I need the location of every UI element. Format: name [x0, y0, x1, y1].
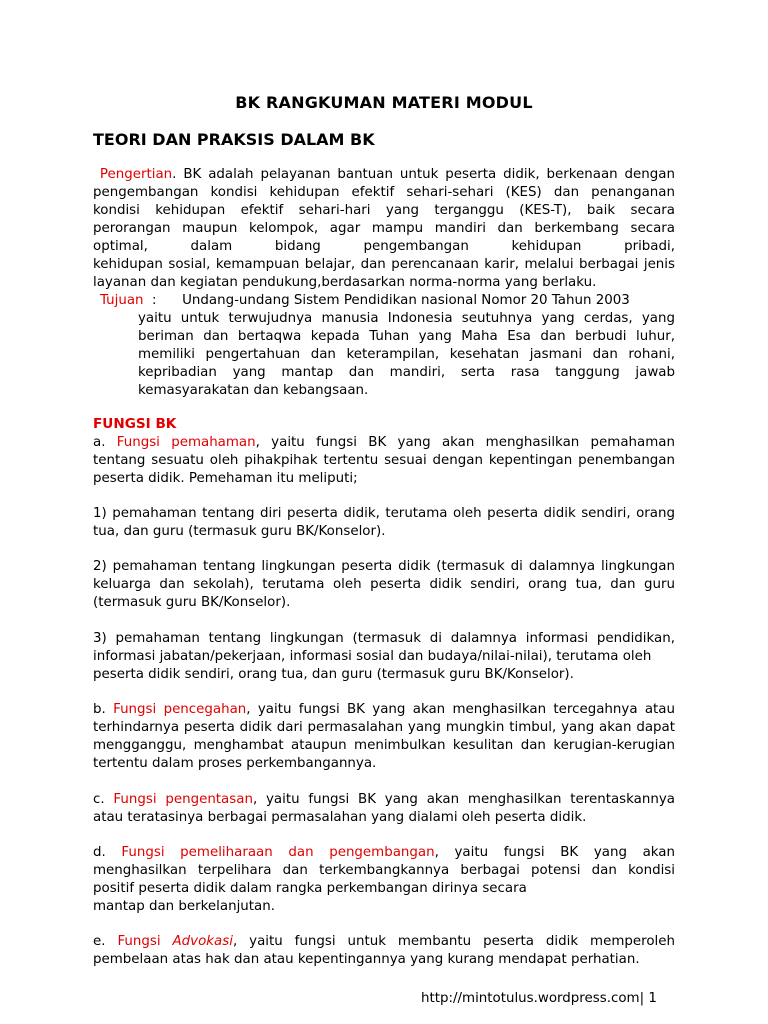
tujuan-first-line [100, 292, 675, 310]
document-title: BK RANGKUMAN MATERI MODUL [235, 93, 533, 112]
pengertian-line: pengembangan kondisi kehidupan efektif sehari-sehari (KES) dan penanganan [93, 185, 675, 200]
pengertian-line: kehidupan sosial, kemampuan belajar, dan perencanaan karir, melalui berbagai jenis [93, 257, 675, 272]
fungsi-b-line: mengganggu, menghambat ataupun menimbulkan kesulitan dan kerugian-kerugian [93, 738, 675, 753]
fungsi-b-label: Fungsi pencegahan [113, 702, 247, 717]
section-title: TEORI DAN PRAKSIS DALAM BK [93, 130, 375, 149]
tujuan-colon: : [152, 293, 157, 308]
footer-url[interactable]: http://mintotulus.wordpress.com [421, 991, 640, 1006]
fungsi-d-line-1 [93, 844, 675, 862]
fungsi-b-line: terhindarnya peserta didik dari permasalahan yang mungkin timbul, yang akan dapat [93, 720, 675, 735]
fungsi-a-text: , yaitu fungsi BK yang akan menghasilkan pemahaman [255, 435, 675, 450]
footer-separator: | [639, 991, 645, 1006]
tujuan-label: Tujuan [100, 293, 144, 308]
fungsi-d-prefix: d. [93, 845, 122, 860]
item-2-line: 2) pemahaman tentang lingkungan peserta didik (termasuk di dalamnya lingkungan [93, 559, 675, 574]
fungsi-e-label: Fungsi [117, 934, 173, 949]
fungsi-d-line: menghasilkan terpelihara dan terkembangkannya berbagai potensi dan kondisi [93, 863, 675, 878]
fungsi-e-prefix: e. [93, 934, 118, 949]
item-3-paragraph [93, 630, 675, 684]
page-footer [421, 991, 657, 1006]
item-1-line: 1) pemahaman tentang diri peserta didik, terutama oleh peserta didik sendiri, orang [93, 506, 675, 521]
fungsi-e-label-italic: Advokasi [172, 934, 233, 949]
tujuan-line: kepribadian yang mantap dan mandiri, serta rasa tanggung jawab [138, 365, 675, 380]
fungsi-b-prefix: b. [93, 702, 114, 717]
tujuan-block [100, 292, 675, 400]
pengertian-paragraph [93, 166, 675, 292]
item-1-paragraph [93, 505, 675, 541]
fungsi-a-line: peserta didik. Pemehaman itu meliputi; [93, 471, 358, 486]
tujuan-line: memiliki pengertahuan dan keterampilan, kesehatan jasmani dan rohani, [138, 347, 675, 362]
item-2-paragraph [93, 558, 675, 612]
pengertian-line: optimal, dalam bidang pengembangan kehidupan pribadi, [93, 239, 675, 254]
tujuan-text: Undang-undang Sistem Pendidikan nasional Nomor 20 Tahun 2003 [182, 293, 630, 308]
item-3-line: informasi jabatan/pekerjaan, informasi sosial dan budaya/nilai-nilai), terutama oleh [93, 649, 652, 664]
tujuan-line: beriman dan bertaqwa kepada Tuhan yang Maha Esa dan berbudi luhur, [138, 329, 675, 344]
fungsi-c-text: , yaitu fungsi BK yang akan menghasilkan terentaskannya [252, 792, 675, 807]
fungsi-a-paragraph [93, 434, 675, 488]
fungsi-c-prefix: c. [93, 792, 114, 807]
fungsi-d-line: positif peserta didik dalam rangka perkembangan dirinya secara [93, 881, 527, 896]
fungsi-d-paragraph [93, 844, 675, 916]
pengertian-line-1 [93, 166, 675, 184]
fungsi-c-label: Fungsi pengentasan [113, 792, 253, 807]
fungsi-a-line: tentang sesuatu oleh pihakpihak tertentu sesuai dengan kepentingan penembangan [93, 453, 675, 468]
item-3-line: 3) pemahaman tentang lingkungan (termasuk di dalamnya informasi pendidikan, [93, 631, 675, 646]
pengertian-line: kondisi kehidupan efektif sehari-hari yang terganggu (KES-T), baik secara [93, 203, 675, 218]
fungsi-d-line: mantap dan berkelanjutan. [93, 899, 275, 914]
fungsi-b-line: tertentu dalam proses perkembangannya. [93, 756, 377, 771]
fungsi-e-line: pembelaan atas hak dan atau kepentingannya yang kurang mendapat perhatian. [93, 952, 640, 967]
item-2-line: keluarga dan sekolah), terutama oleh peserta didik sendiri, orang tua, dan guru [93, 577, 675, 592]
fungsi-heading: FUNGSI BK [93, 416, 177, 432]
fungsi-c-paragraph [93, 791, 675, 827]
fungsi-c-line-1 [93, 791, 675, 809]
fungsi-b-paragraph [93, 701, 675, 773]
fungsi-a-line-1 [93, 434, 675, 452]
pengertian-text: . BK adalah pelayanan bantuan untuk peserta didik, berkenaan dengan [172, 167, 675, 182]
item-3-line: peserta didik sendiri, orang tua, dan guru (termasuk guru BK/Konselor). [93, 667, 574, 682]
fungsi-c-line: atau teratasinya berbagai permasalahan yang dialami oleh peserta didik. [93, 810, 587, 825]
fungsi-a-label: Fungsi pemahaman [116, 435, 256, 450]
fungsi-a-prefix: a. [93, 435, 117, 450]
item-1-line: tua, dan guru (termasuk guru BK/Konselor). [93, 524, 386, 539]
fungsi-e-line-1 [93, 933, 675, 951]
page-number: 1 [648, 991, 657, 1006]
fungsi-b-text: , yaitu fungsi BK yang akan menghasilkan tercegahnya atau [246, 702, 675, 717]
pengertian-line: perorangan maupun kelompok, agar mampu mandiri dan berkembang secara [93, 221, 675, 236]
fungsi-b-line-1 [93, 701, 675, 719]
fungsi-d-text: , yaitu fungsi BK yang akan [434, 845, 675, 860]
fungsi-e-text: , yaitu fungsi untuk membantu peserta didik memperoleh [232, 934, 675, 949]
fungsi-d-label: Fungsi pemeliharaan dan pengembangan [121, 845, 435, 860]
fungsi-e-paragraph [93, 933, 675, 969]
tujuan-line: kemasyarakatan dan kebangsaan. [138, 383, 369, 398]
item-2-line: (termasuk guru BK/Konselor). [93, 595, 291, 610]
pengertian-line: layanan dan kegiatan pendukung,berdasarkan norma-norma yang berlaku. [93, 275, 597, 290]
tujuan-line: yaitu untuk terwujudnya manusia Indonesia seutuhnya yang cerdas, yang [138, 311, 675, 326]
pengertian-label: Pengertian [99, 167, 173, 182]
